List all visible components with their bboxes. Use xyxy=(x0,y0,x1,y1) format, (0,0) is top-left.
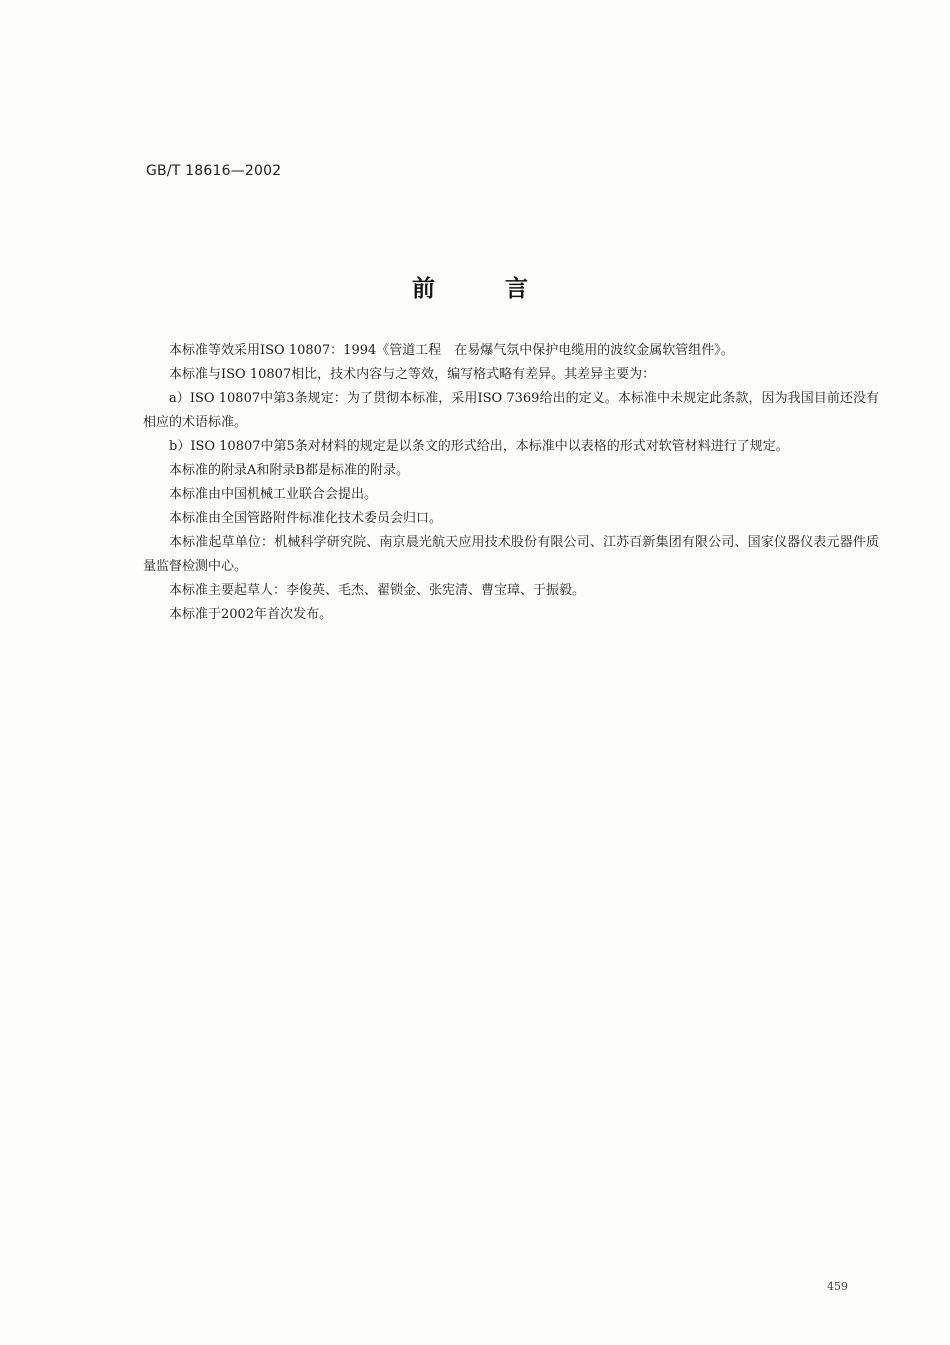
paragraph-equivalence: 本标准等效采用ISO 10807：1994《管道工程 在易爆气氛中保护电缆用的波纹金属软管组件》。 xyxy=(169,343,734,358)
paragraph-proposed-by: 本标准由中国机械工业联合会提出。 xyxy=(169,487,378,502)
paragraph-drafting-units: 本标准起草单位：机械科学研究院、南京晨光航天应用技术股份有限公司、江苏百新集团有限公司、国家仪器仪表元器件质量监督检测中心。 xyxy=(143,535,879,574)
page-title: 前言 xyxy=(412,276,598,302)
paragraph-annexes: 本标准的附录A和附录B都是标准的附录。 xyxy=(169,463,409,478)
page-number: 459 xyxy=(827,1280,848,1293)
foreword-body xyxy=(143,339,879,627)
paragraph-first-issue: 本标准于2002年首次发布。 xyxy=(169,607,333,622)
paragraph-centralized-by: 本标准由全国管路附件标准化技术委员会归口。 xyxy=(169,511,443,526)
paragraph-drafters: 本标准主要起草人：李俊英、毛杰、翟锁金、张宪清、曹宝璋、于振毅。 xyxy=(169,583,586,598)
standard-code: GB/T 18616—2002 xyxy=(146,163,282,179)
paragraph-difference-b: b）ISO 10807中第5条对材料的规定是以条文的形式给出，本标准中以表格的形式对软管材料进行了规定。 xyxy=(169,439,789,454)
paragraph-differences-intro: 本标准与ISO 10807相比，技术内容与之等效，编写格式略有差异。其差异主要为： xyxy=(169,367,656,382)
paragraph-difference-a: a）ISO 10807中第3条规定：为了贯彻本标准，采用ISO 7369给出的定义。本标准中未规定此条款，因为我国目前还没有相应的术语标准。 xyxy=(143,391,879,430)
